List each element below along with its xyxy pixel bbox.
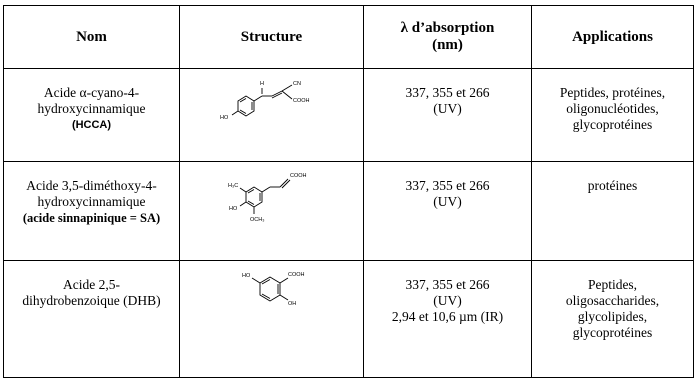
application-line: oligosaccharides, bbox=[565, 293, 660, 308]
absorption-line: (UV) bbox=[433, 293, 462, 308]
absorption-line: 337, 355 et 266 bbox=[405, 277, 490, 292]
structure-label: CN bbox=[292, 81, 301, 87]
compound-abbreviation: (acide sinnapinique = SA) bbox=[22, 211, 161, 225]
compound-name-line: hydroxycinnamique bbox=[37, 194, 146, 209]
application-line: glycoprotéines bbox=[572, 325, 653, 340]
structure-label: HO bbox=[228, 206, 237, 212]
structure-label: COOH bbox=[289, 173, 306, 179]
applications-cell bbox=[532, 69, 694, 162]
structure-label: H bbox=[259, 81, 264, 87]
structure-label: H₃C bbox=[227, 183, 238, 189]
hcca-structure-diagram bbox=[212, 73, 332, 137]
structure-cell bbox=[180, 261, 364, 378]
compound-name-cell bbox=[4, 261, 180, 378]
structure-cell bbox=[180, 69, 364, 162]
application-line: oligonucléotides, bbox=[566, 101, 659, 116]
absorption-line: 337, 355 et 266 bbox=[405, 85, 490, 100]
application-line: Peptides, protéines, bbox=[559, 85, 666, 100]
structure-label: COOH bbox=[287, 272, 304, 278]
absorption-line: 2,94 et 10,6 µm (IR) bbox=[391, 309, 504, 324]
table-row bbox=[4, 69, 694, 162]
header-absorption bbox=[364, 6, 532, 69]
header-absorption-line2: (nm) bbox=[432, 37, 463, 53]
application-line: Peptides, bbox=[587, 277, 638, 292]
compound-name-line: dihydrobenzoique (DHB) bbox=[22, 293, 161, 308]
dhb-structure-diagram bbox=[212, 265, 332, 337]
compound-name-line: hydroxycinnamique bbox=[37, 101, 146, 116]
matrix-table bbox=[3, 5, 694, 378]
compound-name-line: Acide 2,5- bbox=[63, 277, 120, 292]
structure-cell bbox=[180, 162, 364, 261]
header-row bbox=[4, 6, 694, 69]
header-structure: Structure bbox=[180, 6, 364, 69]
application-line: protéines bbox=[587, 178, 638, 193]
compound-name-cell bbox=[4, 162, 180, 261]
absorption-line: (UV) bbox=[433, 194, 462, 209]
sa-structure-diagram bbox=[212, 166, 332, 238]
absorption-cell bbox=[364, 69, 532, 162]
absorption-cell bbox=[364, 261, 532, 378]
structure-label: OCH₃ bbox=[249, 217, 264, 223]
structure-label: HO bbox=[241, 273, 250, 279]
table-row bbox=[4, 261, 694, 378]
compound-name-line: Acide α-cyano-4- bbox=[43, 85, 140, 100]
header-absorption-line1: λ d’absorption bbox=[400, 20, 495, 36]
compound-abbreviation: (HCCA) bbox=[71, 119, 112, 131]
application-line: glycoprotéines bbox=[572, 117, 653, 132]
applications-cell bbox=[532, 261, 694, 378]
application-line: glycolipides, bbox=[577, 309, 648, 324]
absorption-line: (UV) bbox=[433, 101, 462, 116]
table-row bbox=[4, 162, 694, 261]
compound-name-line: Acide 3,5-diméthoxy-4- bbox=[26, 178, 157, 193]
structure-label: COOH bbox=[292, 98, 309, 104]
structure-label: OH bbox=[287, 301, 296, 307]
absorption-line: 337, 355 et 266 bbox=[405, 178, 490, 193]
structure-label: HO bbox=[219, 115, 228, 121]
header-applications: Applications bbox=[532, 6, 694, 69]
applications-cell bbox=[532, 162, 694, 261]
header-name: Nom bbox=[4, 6, 180, 69]
absorption-cell bbox=[364, 162, 532, 261]
compound-name-cell bbox=[4, 69, 180, 162]
